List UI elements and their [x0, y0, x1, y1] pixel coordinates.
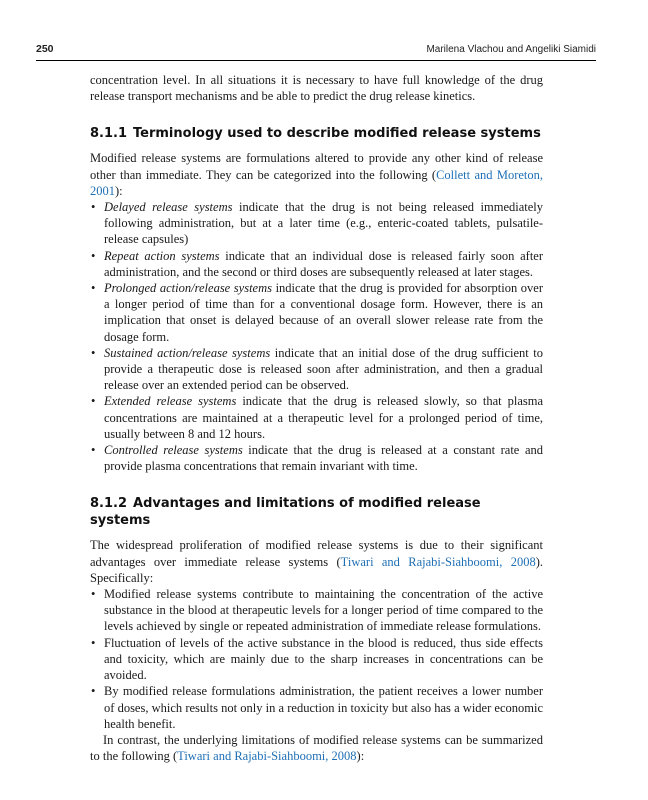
term: Delayed release systems — [104, 200, 233, 215]
advantages-list — [90, 586, 543, 732]
list-item — [90, 393, 543, 442]
definition: indicate that an initial dose of the drug sufficient to provide a therapeutic dose is released soon after administration, and then a gradual release over an extended period can be observed. — [104, 345, 543, 393]
section2-intro — [90, 537, 543, 586]
definition: indicate that the drug is released at a constant rate and provide plasma concentrations that remain invariant with time. — [104, 443, 543, 474]
intro-text-end: ). Specifically: — [90, 554, 543, 585]
limitations-intro — [90, 732, 543, 764]
section-title: Terminology used to describe modified release systems — [133, 126, 541, 142]
list-item: • Fluctuation of levels of the active substance in the blood is reduced, thus side effects and toxicity, which are mainly due to the sharp increases in concentrations can be avoided. — [90, 635, 543, 684]
citation-link[interactable]: Tiwari and Rajabi-Siahboomi, 2008 — [340, 554, 536, 569]
section1-intro — [90, 150, 543, 199]
section-number: 8.1.1 — [90, 126, 128, 142]
list-item: • Modified release systems contribute to maintaining the concentration of the active substance in the blood at therapeutic levels for a longer period of time compared to the levels achieved by single or repeated administration of immediate release formulations. — [90, 586, 543, 635]
definition: indicate that an individual dose is released fairly soon after administration, and the second or third doses are subsequently released at later stages. — [104, 248, 543, 279]
definition: indicate that the drug is released slowly, so that plasma concentrations are maintained at a therapeutic level for a prolonged period of time, usually between 8 and 12 hours. — [104, 394, 544, 441]
body-text — [90, 72, 543, 764]
running-header — [36, 42, 596, 61]
running-head-authors: Marilena Vlachou and Angeliki Siamidi — [426, 44, 596, 55]
list-item — [90, 442, 543, 474]
closing-text: In contrast, the underlying limitations of modified release systems can be summarized to the following ( — [90, 732, 543, 764]
page-number: 250 — [36, 43, 54, 55]
term: Extended release systems — [104, 394, 237, 409]
list-item — [90, 248, 543, 280]
citation-link[interactable]: Collett and Moreton, 2001 — [90, 167, 544, 198]
term: Sustained action/release systems — [104, 345, 271, 360]
citation-link[interactable]: Tiwari and Rajabi-Siahboomi, 2008 — [177, 749, 357, 764]
definition: indicate that the drug is provided for absorption over a longer period of time than for a conventional dosage form. However, there is an implication that onset is delayed because of an overall slower release rate from the dosage form. — [104, 281, 543, 344]
term: Repeat action systems — [104, 248, 220, 263]
section-heading-8-1-2 — [90, 495, 543, 529]
intro-text-end: ): — [115, 183, 123, 198]
section-title: Advantages and limitations of modified release systems — [90, 496, 481, 529]
intro-text: The widespread proliferation of modified release systems is due to their significant advantages over immediate release systems ( — [90, 538, 543, 569]
list-item: • By modified release formulations administration, the patient receives a lower number of doses, which results not only in a reduction in toxicity but also has a wider economic health benefit. — [90, 683, 543, 732]
list-item — [90, 199, 543, 248]
intro-paragraph: concentration level. In all situations it is necessary to have full knowledge of the drug release transport mechanisms and be able to predict the drug release kinetics. — [90, 73, 543, 104]
section-number: 8.1.2 — [90, 496, 128, 512]
release-system-list — [90, 199, 543, 474]
list-item — [90, 345, 543, 394]
intro-text: Modified release systems are formulations altered to provide any other kind of release other than immediate. They can be categorized into the following ( — [90, 151, 543, 182]
term: Prolonged action/release systems — [104, 281, 272, 296]
definition: indicate that the drug is not being released immediately following administration, but at a later time (e.g., enteric-coated tablets, pulsatile-release capsules) — [104, 200, 544, 247]
closing-text-end: ): — [356, 749, 365, 764]
list-item — [90, 280, 543, 345]
section-heading-8-1-1 — [90, 125, 543, 142]
term: Controlled release systems — [104, 443, 243, 458]
